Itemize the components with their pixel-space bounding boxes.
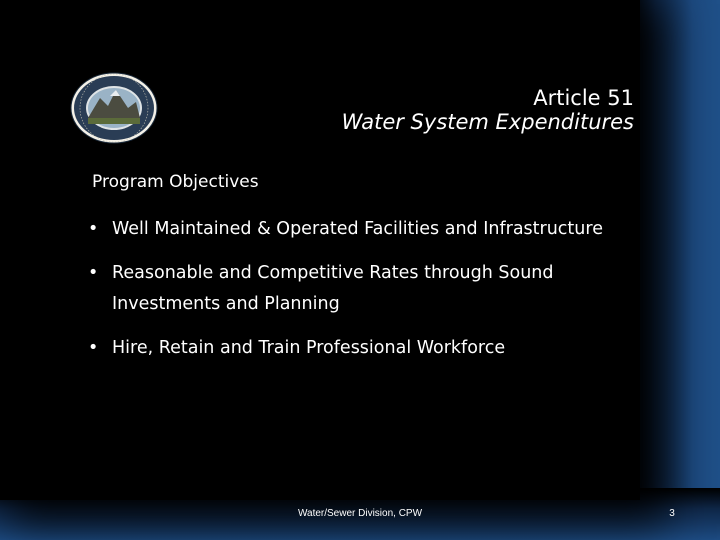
bullet-icon: • [88,338,99,358]
list-item [88,258,608,320]
title-line-1: Article 51 [533,86,634,110]
list-item-text: Hire, Retain and Train Professional Workforce [112,338,506,358]
frame-right [628,0,720,540]
bullet-icon: • [88,219,99,239]
list-item-text: Reasonable and Competitive Rates through Sound Investments and Planning [112,263,554,314]
list-item [88,214,608,245]
bullet-icon: • [88,263,99,283]
objectives-list [88,214,608,377]
slide-title [342,86,634,134]
list-item-text: Well Maintained & Operated Facilities and Infrastructure [112,219,603,239]
objectives-heading: Program Objectives [92,172,259,192]
list-item [88,333,608,364]
footer-text: Water/Sewer Division, CPW [297,508,423,519]
title-line-2: Water System Expenditures [341,110,634,134]
page-number: 3 [669,508,675,519]
county-seal-icon [70,72,158,144]
